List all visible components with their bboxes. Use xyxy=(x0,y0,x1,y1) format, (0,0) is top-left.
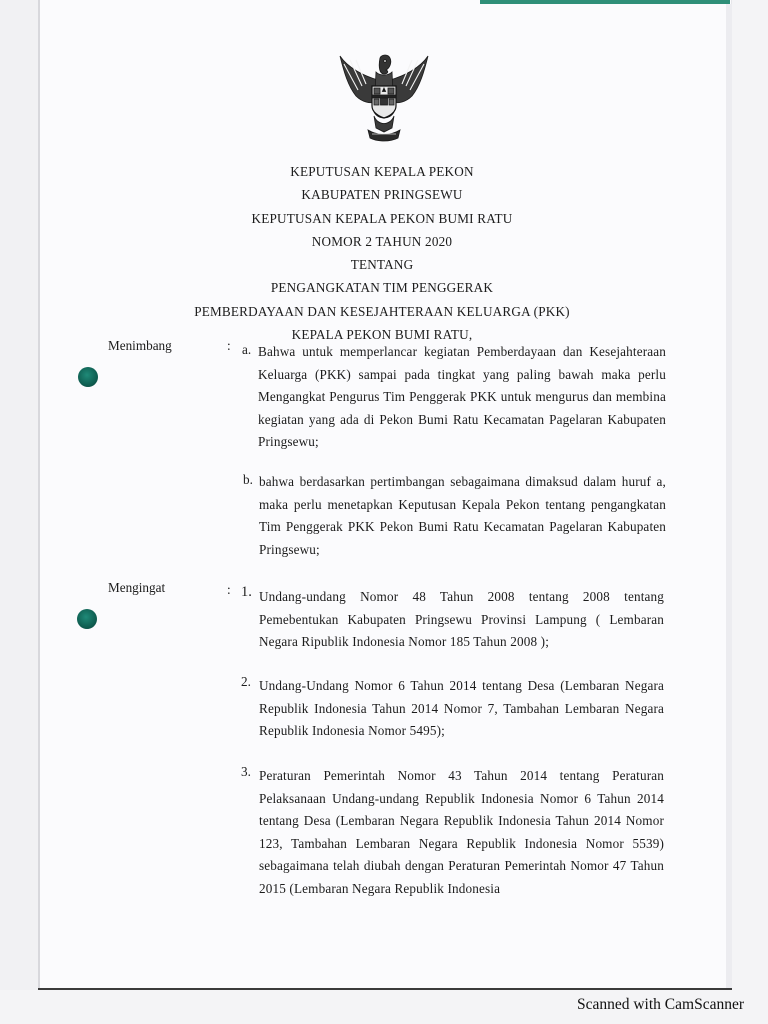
punch-hole-upper xyxy=(78,367,98,387)
camscanner-watermark: Scanned with CamScanner xyxy=(576,996,744,1013)
mengingat-item-1-text: Undang-undang Nomor 48 Tahun 2008 tentang 2008 tentang Pemebentukan Kabupaten Pringsewu Provinsi Lampung ( Lembaran Negara Ripublik Indonesia Nomor 185 Tahun 2008 ); xyxy=(259,589,664,650)
title-line-5: TENTANG xyxy=(350,257,414,273)
menimbang-item-a-text: Bahwa untuk memperlancar kegiatan Pemberdayaan dan Kesejahteraan Keluarga (PKK) sampai pada tingkat yang paling bawah maka perlu Mengangkat Pengurus Tim Penggerak PKK untuk mengurus dan membina kegiatan yang ada di Pekon Bumi Ratu Kecamatan Pagelaran Kabupaten Pringsewu; xyxy=(258,344,666,450)
menimbang-label: Menimbang xyxy=(108,338,172,353)
mengingat-colon: : xyxy=(227,582,231,597)
title-line-7: PEMBERDAYAAN DAN KESEJAHTERAAN KELUARGA (PKK) xyxy=(194,303,570,319)
title-line-8: KEPALA PEKON BUMI RATU, xyxy=(291,327,473,343)
mengingat-item-2-text: Undang-Undang Nomor 6 Tahun 2014 tentang Desa (Lembaran Negara Republik Indonesia Tahun 2014 Nomor 7, Tambahan Lembaran Negara Republik Indonesia Nomor 5495); xyxy=(259,678,664,739)
title-line-3: KEPUTUSAN KEPALA PEKON BUMI RATU xyxy=(251,210,513,226)
title-line-2: KABUPATEN PRINGSEWU xyxy=(301,187,463,203)
menimbang-item-b-marker: b. xyxy=(243,472,253,487)
mengingat-item-1-marker: 1. xyxy=(241,584,252,600)
page-bottom-edge xyxy=(38,988,732,990)
title-line-6: PENGANGKATAN TIM PENGGERAK xyxy=(270,280,494,296)
page-edge-shadow xyxy=(726,4,732,988)
menimbang-item-b-text: bahwa berdasarkan pertimbangan sebagaimana dimaksud dalam huruf a, maka perlu menetapkan Keputusan Kepala Pekon tentang pengangkatan Tim Penggerak PKK Pekon Bumi Ratu Kecamatan Pagelaran Kabupaten Pringsewu; xyxy=(259,474,666,557)
title-line-4: NOMOR 2 TAHUN 2020 xyxy=(311,233,453,249)
title-line-1: KEPUTUSAN KEPALA PEKON xyxy=(290,164,474,179)
scanner-left-strip xyxy=(0,0,38,990)
garuda-emblem xyxy=(334,50,434,146)
decree-title-block xyxy=(120,160,644,346)
punch-hole-lower xyxy=(77,609,97,629)
mengingat-item-3-text: Peraturan Pemerintah Nomor 43 Tahun 2014 tentang Peraturan Pelaksanaan Undang-undang Republik Indonesia Nomor 6 Tahun 2014 tentang Desa (Lembaran Negara Republik Indonesia Tahun 2014 Nomor 123, Tambahan Lembaran Negara Republik Indonesia Nomor 5539) sebagaimana telah diubah dengan Peraturan Pemerintah Nomor 47 Tahun 2015 (Lembaran Negara Republik Indonesia xyxy=(259,768,664,896)
mengingat-label: Mengingat xyxy=(108,580,166,595)
scanner-top-edge xyxy=(480,0,730,4)
mengingat-item-3-marker: 3. xyxy=(241,764,251,779)
menimbang-colon: : xyxy=(227,338,231,353)
menimbang-item-a-marker: a. xyxy=(242,342,252,357)
mengingat-item-2-marker: 2. xyxy=(241,674,251,689)
